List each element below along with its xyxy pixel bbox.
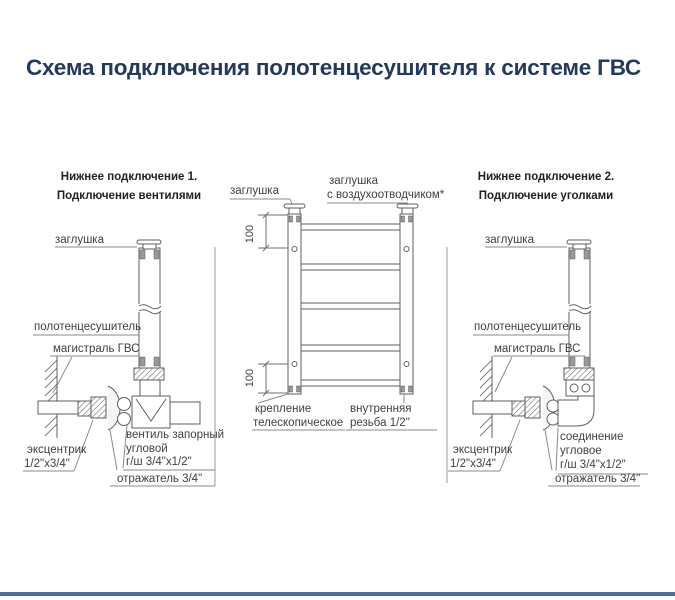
label-eccentric-left-1: эксцентрик — [27, 444, 87, 456]
label-elbow-1: соединение — [560, 431, 624, 443]
footer-rule — [0, 592, 675, 596]
label-elbow-3: г/ш 3/4"х1/2" — [560, 459, 626, 471]
ladder-caps — [284, 204, 418, 214]
dimension-top-value: 100 — [244, 224, 256, 244]
cap-drawing — [137, 240, 161, 244]
center-diagram-art — [230, 199, 437, 430]
right-diagram-heading-1: Нижнее подключение 2. — [477, 171, 615, 183]
label-towel-rail-left: полотенцесушитель — [34, 321, 142, 333]
label-air-vent-cap-1: заглушка — [329, 175, 378, 187]
label-valve-1: вентиль запорный — [126, 429, 225, 441]
hws-pipe-drawing-right — [473, 401, 513, 414]
wall-hatch-right — [480, 360, 492, 436]
wall-hatch — [45, 360, 57, 436]
reflector-drawing — [108, 386, 120, 430]
page-title: Схема подключения полотенцесушителя к системе ГВС — [26, 55, 641, 80]
cap-drawing-right — [567, 240, 591, 244]
ladder-rungs — [296, 224, 405, 386]
label-eccentric-left-2: 1/2"х3/4" — [24, 458, 70, 470]
dimension-bottom-value: 100 — [244, 368, 256, 388]
label-valve-2: угловой — [126, 443, 168, 455]
hws-pipe-drawing — [38, 401, 78, 414]
towel-rail-riser — [137, 240, 161, 368]
label-towel-rail-right: полотенцесушитель — [474, 321, 582, 333]
label-hws-main-left: магистраль ГВС — [53, 343, 140, 355]
valve-drawing — [118, 368, 201, 428]
label-mount-2: телескопическое — [253, 417, 344, 429]
label-mount-1: крепление — [255, 403, 312, 415]
dimension-bottom — [258, 361, 288, 396]
label-air-vent-cap-2: с воздухоотводчиком* — [327, 189, 445, 201]
label-cap-center: заглушка — [230, 185, 279, 197]
dimension-top — [258, 212, 288, 251]
label-eccentric-right-1: эксцентрик — [453, 444, 513, 456]
label-cap-right: заглушка — [485, 234, 534, 246]
label-hws-main-right: магистраль ГВС — [494, 343, 581, 355]
label-thread-1: внутренняя — [350, 403, 412, 415]
right-diagram-heading-2: Подключение уголками — [478, 190, 614, 202]
label-valve-3: г/ш 3/4"х1/2" — [126, 456, 192, 468]
left-diagram-heading-2: Подключение вентилями — [56, 190, 202, 202]
label-reflector-left: отражатель 3/4" — [117, 473, 203, 485]
eccentric-drawing-right — [512, 397, 540, 418]
label-reflector-right: отражатель 3/4" — [555, 473, 641, 485]
label-eccentric-right-2: 1/2"х3/4" — [450, 458, 496, 470]
left-diagram-heading-1: Нижнее подключение 1. — [60, 171, 198, 183]
elbow-drawing — [547, 368, 594, 426]
label-thread-2: резьба 1/2" — [350, 417, 410, 429]
label-elbow-2: угловое — [560, 445, 602, 457]
label-cap-left: заглушка — [55, 234, 104, 246]
eccentric-drawing — [78, 397, 106, 418]
